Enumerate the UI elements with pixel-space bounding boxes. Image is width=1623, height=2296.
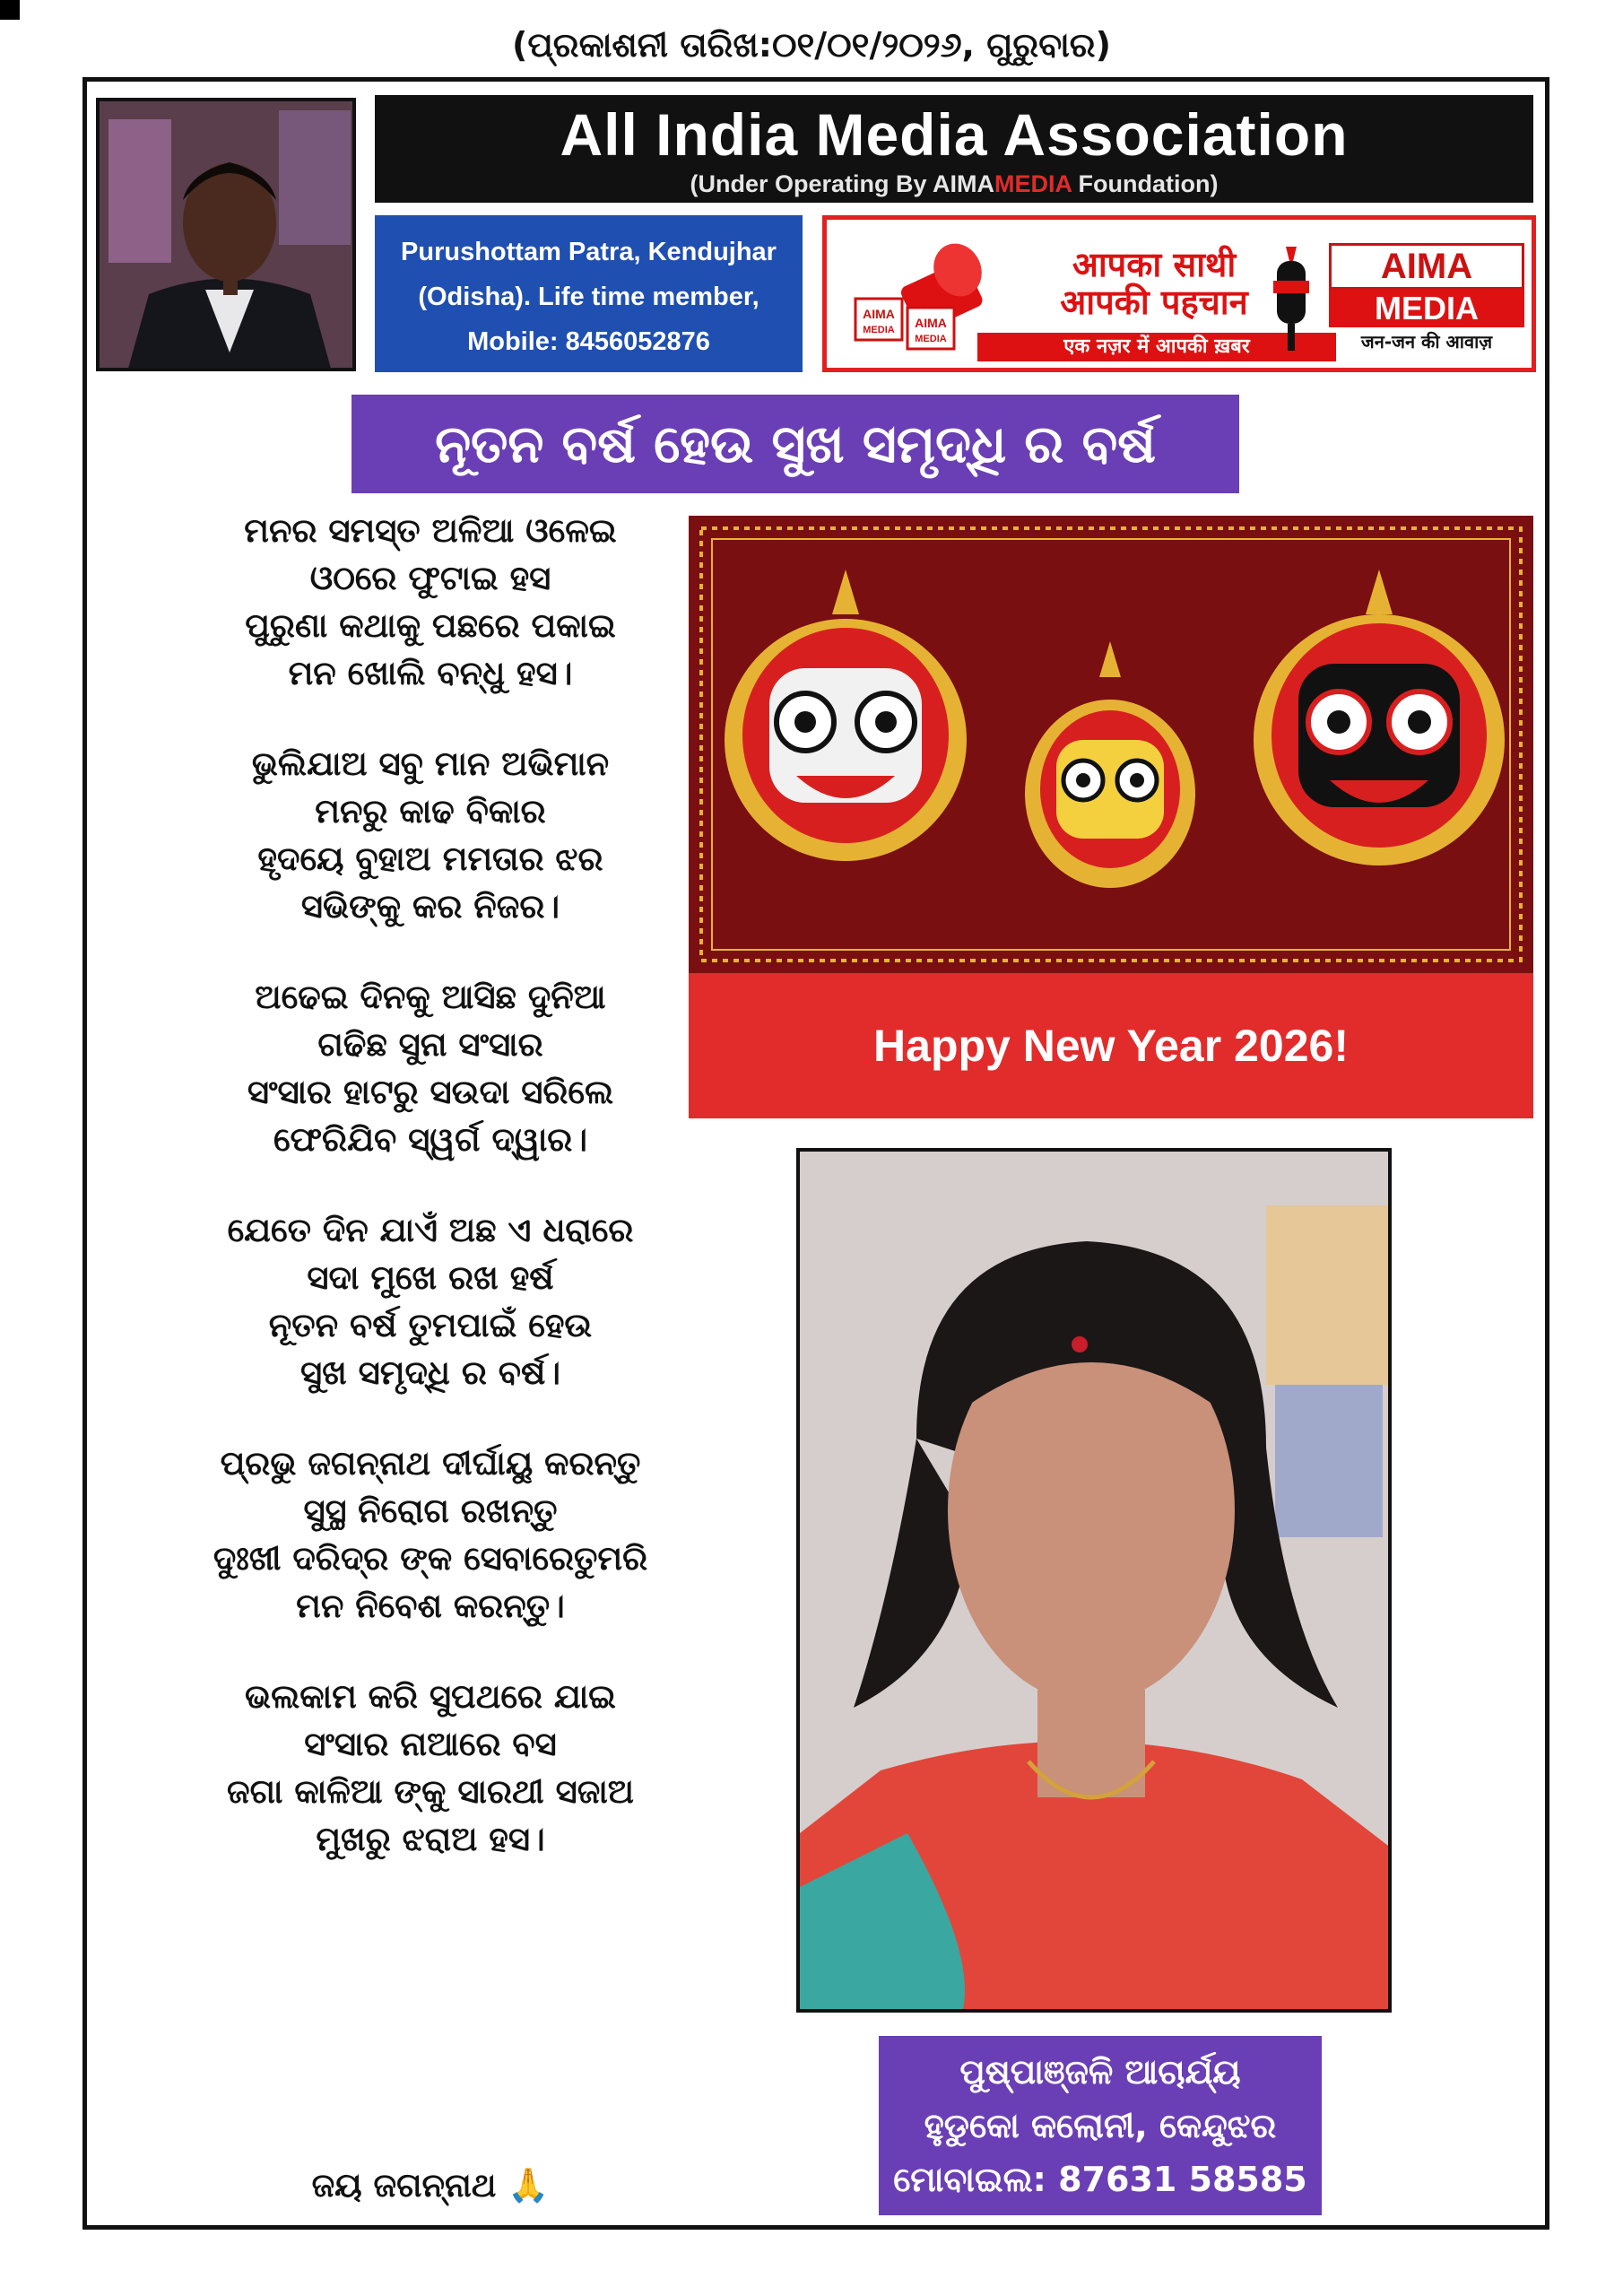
new-year-greeting-card <box>689 516 1533 1118</box>
association-subtitle <box>375 170 1533 197</box>
poem <box>108 507 753 1863</box>
mic-label-4: MEDIA <box>915 334 947 344</box>
poem-line: ଓଠରେ ଫୁଟାଇ ହସ <box>309 559 551 597</box>
microphone-icon <box>852 236 986 352</box>
poem-line: ସଂସାର ହାଟରୁ ସଉଦା ସରିଲେ <box>247 1073 614 1111</box>
author-info-box <box>879 2036 1322 2215</box>
poem-closing: ଜୟ ଜଗନ୍ନାଥ 🙏 <box>311 2166 550 2205</box>
poem-line: ସଭିଙ୍କୁ କର ନିଜର। <box>300 887 560 926</box>
poem-line: ସଂସାର ନାଆରେ ବସ <box>304 1725 557 1763</box>
poem-line: ପୁରୁଣା କଥାକୁ ପଛରେ ପକାଇ <box>245 606 616 645</box>
poem-line: ମୁଖରୁ ଝରାଅ ହସ। <box>316 1820 545 1858</box>
poem-line: ମନରୁ କାଢ ବିକାର <box>315 792 546 831</box>
poem-line: ଫେରିଯିବ ସ୍ୱର୍ଗ ଦ୍ୱାର। <box>273 1120 587 1159</box>
poem-line: ସଦା ମୁଖେ ରଖ ହର୍ଷ <box>307 1258 554 1297</box>
poem-line: ଅଢେଇ ଦିନକୁ ଆସିଛ ଦୁନିଆ <box>255 978 606 1016</box>
poem-line: ଭୁଲିଯାଅ ସବୁ ମାନ ଅଭିମାନ <box>251 744 610 783</box>
mic-label-3: AIMA <box>915 316 947 330</box>
ad-tagline-1: आपका साथी <box>1072 245 1237 284</box>
subtitle-highlight: MEDIA <box>994 170 1072 197</box>
poem-headline: ନୂତନ ବର୍ଷ ହେଉ ସୁଖ ସମୃଦ୍ଧି ର ବର୍ଷ <box>352 395 1239 493</box>
author-name: ପୁଷ୍ପାଞ୍ଜଳି ଆଚାର୍ଯ୍ୟ <box>959 2052 1241 2092</box>
author-address: ହୁଡୁକୋ କଲୋନୀ, କେନ୍ଦୁଝର <box>924 2106 1277 2145</box>
poem-line: ଗଢିଛ ସୁନା ସଂସାର <box>317 1025 543 1064</box>
member-photo <box>96 98 356 371</box>
poem-line: ମନର ସମସ୍ତ ଅଳିଆ ଓଳେଇ <box>244 511 617 550</box>
greeting-text: Happy New Year 2026! <box>873 1021 1349 1071</box>
logo-mic-icon <box>1264 243 1318 354</box>
poem-line: ଦୁଃଖୀ ଦରିଦ୍ର ଙ୍କ ସେବାରେତୁମରି <box>213 1539 648 1578</box>
card-artwork-panel <box>689 516 1533 973</box>
poem-line: ନୂତନ ବର୍ଷ ତୁମପାଇଁ ହେଉ <box>268 1306 593 1344</box>
association-banner <box>375 95 1533 203</box>
corner-mark <box>0 0 20 20</box>
aima-media-logo <box>1264 243 1524 354</box>
logo-aima: AIMA <box>1329 243 1524 290</box>
poem-stanza <box>108 507 753 697</box>
poem-stanza <box>108 1439 753 1630</box>
poem-stanza <box>108 1206 753 1396</box>
member-line-1: Purushottam Patra, Kendujhar <box>401 238 777 266</box>
logo-slogan: जन-जन की आवाज़ <box>1360 331 1493 352</box>
logo-media: MEDIA <box>1329 290 1524 327</box>
publication-date: (ପ୍ରକାଶନୀ ତାରିଖ:୦୧/୦୧/୨୦୨୬, ଗୁରୁବାର) <box>512 25 1111 65</box>
poem-line: ପ୍ରଭୁ ଜଗନ୍ନାଥ ଦୀର୍ଘାୟୁ କରନ୍ତୁ <box>220 1444 641 1483</box>
poem-line: ଭଲକାମ କରି ସୁପଥରେ ଯାଇ <box>245 1677 616 1716</box>
subtitle-prefix: (Under Operating By AIMA <box>690 170 995 197</box>
author-photo <box>796 1148 1392 2013</box>
poem-stanza <box>108 973 753 1163</box>
poem-line: ଜଗା କାଳିଆ ଙ୍କୁ ସାରଥୀ ସଜାଅ <box>227 1772 634 1811</box>
author-mobile: ମୋବାଇଲ: 87631 58585 <box>893 2160 1307 2199</box>
member-mobile: Mobile: 8456052876 <box>467 327 710 356</box>
poem-line: ହୃଦୟେ ବୁହାଅ ମମତାର ଝର <box>257 839 603 878</box>
poem-stanza <box>108 740 753 930</box>
poem-line: ମନ ଖୋଲି ବନ୍ଧୁ ହସ। <box>288 654 573 692</box>
mic-label-1: AIMA <box>863 307 895 321</box>
poem-line: ମନ ନିବେଶ କରନ୍ତୁ। <box>296 1587 565 1625</box>
aima-media-advert <box>822 215 1536 372</box>
jagannath-trinity-icon <box>689 516 1533 973</box>
ad-tagline-2: आपकी पहचान <box>1060 283 1248 322</box>
ad-strip: एक नज़र में आपकी ख़बर <box>977 333 1336 361</box>
poem-line: ସୁଖ ସମୃଦ୍ଧି ର ବର୍ଷ। <box>300 1353 560 1392</box>
subtitle-suffix: Foundation) <box>1072 170 1219 197</box>
member-line-2: (Odisha). Life time member, <box>418 283 759 311</box>
mic-label-2: MEDIA <box>863 325 895 335</box>
association-title: All India Media Association <box>560 101 1349 168</box>
poem-stanza <box>108 1673 753 1863</box>
poem-line: ଯେତେ ଦିନ ଯାଏଁ ଅଛ ଏ ଧରାରେ <box>227 1211 634 1249</box>
poem-line: ସୁସ୍ଥ ନିରୋଗ ରଖନ୍ତୁ <box>303 1492 558 1530</box>
member-info-box <box>375 215 803 372</box>
